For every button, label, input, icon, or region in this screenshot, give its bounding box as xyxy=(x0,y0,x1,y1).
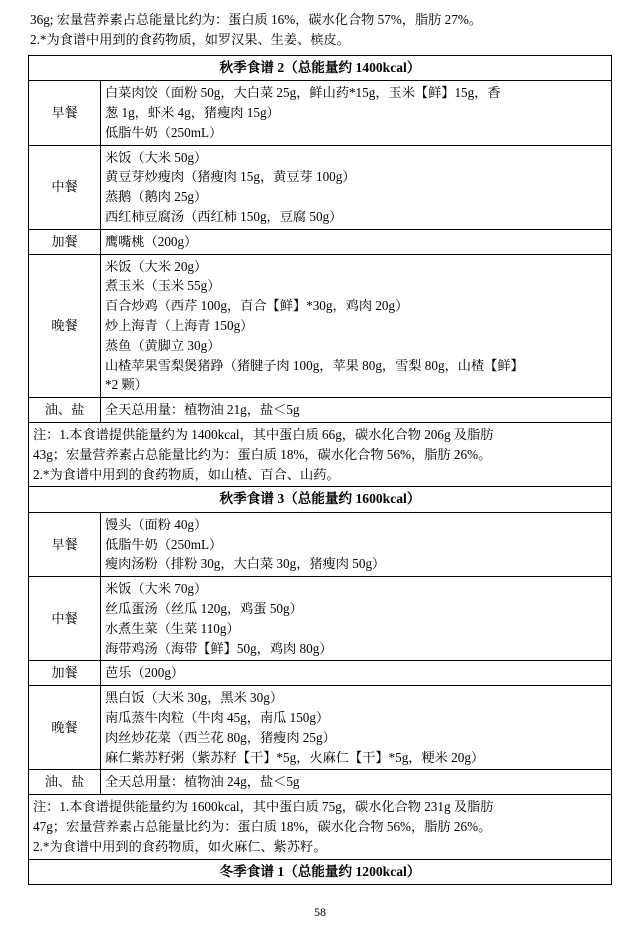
note-line: 47g；宏量营养素占总能量比约为：蛋白质 18%，碳水化合物 56%，脂肪 26%。 xyxy=(33,818,492,834)
section-note xyxy=(29,795,612,859)
meal-item: 葱 1g，虾米 4g，猪瘦肉 15g） xyxy=(105,105,280,121)
meal-item: 煮玉米（玉米 55g） xyxy=(105,278,221,294)
meal-item: 芭乐（200g） xyxy=(105,665,185,681)
meal-items xyxy=(101,661,612,686)
meal-name: 加餐 xyxy=(29,229,101,254)
meal-item: 米饭（大米 20g） xyxy=(105,258,208,274)
meal-items xyxy=(101,81,612,145)
table-row xyxy=(29,81,612,145)
table-row-note xyxy=(29,423,612,487)
table-row-note xyxy=(29,795,612,859)
meal-name: 早餐 xyxy=(29,81,101,145)
note-line: 注：1.本食谱提供能量约为 1400kcal，其中蛋白质 66g，碳水化合物 206g 及脂肪 xyxy=(33,427,494,443)
section-title-row xyxy=(29,55,612,80)
meal-item: 南瓜蒸牛肉粒（牛肉 45g，南瓜 150g） xyxy=(105,710,330,725)
meal-name: 中餐 xyxy=(29,145,101,229)
meal-item: 黄豆芽炒瘦肉（猪瘦肉 15g，黄豆芽 100g） xyxy=(105,169,356,185)
intro-line-2: 2.*为食谱中用到的食药物质，如罗汉果、生姜、槟皮。 xyxy=(30,32,350,48)
section-title: 秋季食谱 3（总能量约 1600kcal） xyxy=(29,487,612,512)
meal-item: 丝瓜蛋汤（丝瓜 120g，鸡蛋 50g） xyxy=(105,601,303,617)
oil-salt-value: 全天总用量：植物油 21g，盐＜5g xyxy=(101,398,612,423)
meal-item: 肉丝炒花菜（西兰花 80g，猪瘦肉 25g） xyxy=(105,729,336,745)
meal-item: 蒸鹅（鹅肉 25g） xyxy=(105,189,208,205)
meal-name: 中餐 xyxy=(29,577,101,661)
table-row xyxy=(29,512,612,576)
meal-item: 白菜肉饺（面粉 50g，大白菜 25g，鲜山药*15g，玉米【鲜】15g，香 xyxy=(105,85,501,101)
oil-salt-label: 油、盐 xyxy=(29,398,101,423)
table-row xyxy=(29,254,612,398)
meal-item: 水煮生菜（生菜 110g） xyxy=(105,620,240,636)
meal-items xyxy=(101,577,612,661)
note-line: 2.*为食谱中用到的食药物质，如山楂、百合、山药。 xyxy=(33,466,340,482)
meal-item: 蒸鱼（黄脚立 30g） xyxy=(105,337,221,353)
meal-item: 低脂牛奶（250mL） xyxy=(105,124,223,140)
meal-name: 晚餐 xyxy=(29,254,101,398)
table-row xyxy=(29,577,612,661)
section-title: 秋季食谱 2（总能量约 1400kcal） xyxy=(29,55,612,80)
meal-item: 米饭（大米 50g） xyxy=(105,149,208,165)
meal-item: 海带鸡汤（海带【鲜】50g，鸡肉 80g） xyxy=(105,640,333,656)
meal-item: 黑白饭（大米 30g，黑米 30g） xyxy=(105,690,284,706)
meal-items xyxy=(101,229,612,254)
table-row xyxy=(29,661,612,686)
meal-item: 鹰嘴桃（200g） xyxy=(105,233,198,249)
meal-item: 麻仁紫苏籽粥（紫苏籽【干】*5g，火麻仁【干】*5g，粳米 20g） xyxy=(105,749,485,765)
table-row xyxy=(29,686,612,770)
meal-name: 早餐 xyxy=(29,512,101,576)
oil-salt-label: 油、盐 xyxy=(29,770,101,795)
note-line: 43g；宏量营养素占总能量比约为：蛋白质 18%，碳水化合物 56%，脂肪 26%。 xyxy=(33,446,492,462)
section-title: 冬季食谱 1（总能量约 1200kcal） xyxy=(29,859,612,884)
meal-item: *2 颗） xyxy=(105,377,148,393)
intro-paragraph xyxy=(30,10,612,51)
meal-plan-table xyxy=(28,55,612,885)
section-title-row xyxy=(29,487,612,512)
meal-items xyxy=(101,254,612,398)
meal-item: 炒上海青（上海青 150g） xyxy=(105,318,254,334)
meal-item: 低脂牛奶（250mL） xyxy=(105,536,223,552)
page-number: 58 xyxy=(314,905,326,919)
meal-item: 米饭（大米 70g） xyxy=(105,581,208,597)
meal-items xyxy=(101,686,612,770)
intro-line-1: 36g; 宏量营养素占总能量比约为：蛋白质 16%，碳水化合物 57%，脂肪 27%。 xyxy=(30,12,483,27)
table-row-oil xyxy=(29,770,612,795)
note-line: 2.*为食谱中用到的食药物质，如火麻仁、紫苏籽。 xyxy=(33,838,327,854)
meal-item: 西红柿豆腐汤（西红柿 150g，豆腐 50g） xyxy=(105,209,343,225)
meal-items xyxy=(101,145,612,229)
table-row xyxy=(29,229,612,254)
oil-salt-value: 全天总用量：植物油 24g，盐＜5g xyxy=(101,770,612,795)
meal-item: 山楂苹果雪梨煲猪踭（猪腱子肉 100g，苹果 80g，雪梨 80g，山楂【鲜】 xyxy=(105,357,524,373)
meal-item: 百合炒鸡（西芹 100g，百合【鲜】*30g，鸡肉 20g） xyxy=(105,298,409,314)
table-row-oil xyxy=(29,398,612,423)
note-line: 注：1.本食谱提供能量约为 1600kcal，其中蛋白质 75g，碳水化合物 231g 及脂肪 xyxy=(33,799,494,815)
meal-name: 晚餐 xyxy=(29,686,101,770)
meal-items xyxy=(101,512,612,576)
meal-item: 瘦肉汤粉（排粉 30g，大白菜 30g，猪瘦肉 50g） xyxy=(105,556,386,572)
table-row xyxy=(29,145,612,229)
meal-item: 馒头（面粉 40g） xyxy=(105,516,208,532)
meal-name: 加餐 xyxy=(29,661,101,686)
section-title-row xyxy=(29,859,612,884)
section-note xyxy=(29,423,612,487)
